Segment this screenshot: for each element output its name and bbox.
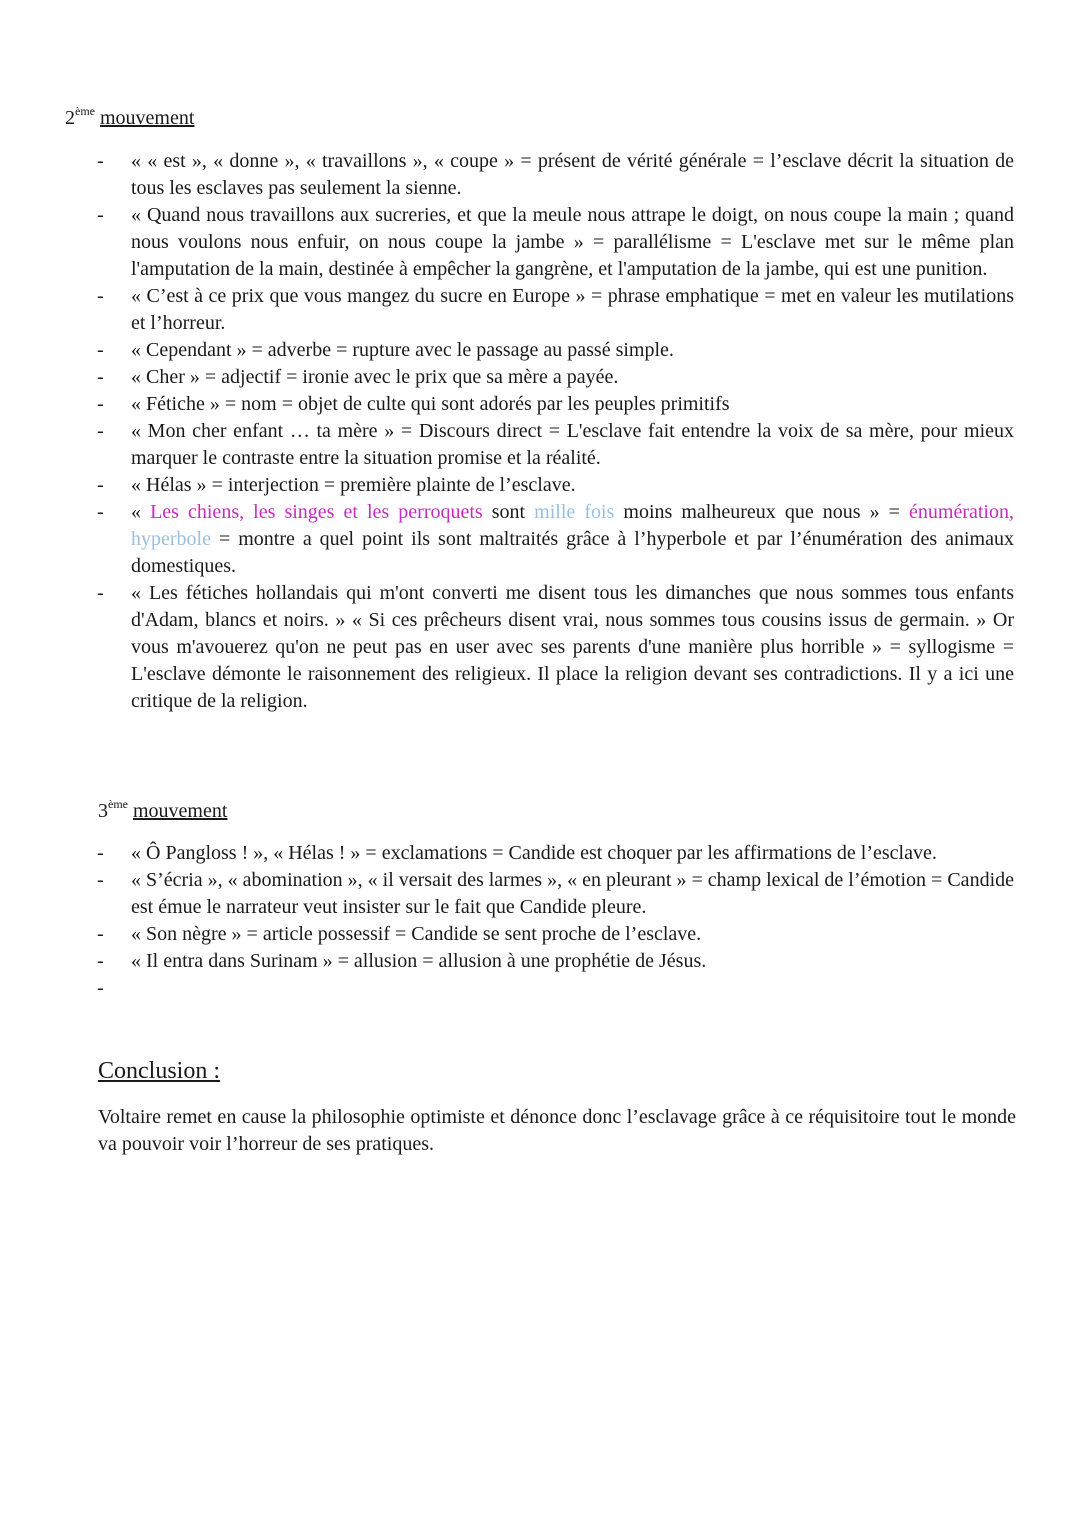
heading-superscript: ème [108, 797, 128, 811]
item-text: « Les fétiches hollandais qui m'ont converti me disent tous les dimanches que nous sommes tous enfants d'Adam, blancs et noirs. » « Si ces prêcheurs disent vrai, nous sommes tous cousins issus de germain. » Or vous m'avouerez qu'on ne peut pas en user avec ses parents d'une manière plus horrible » = syllogisme = L'esclave démonte le raisonnement des religieux. Il place la religion devant ses contradictions. Il y a ici une critique de la religion. [131, 582, 1014, 712]
text-sont: sont [482, 501, 535, 523]
section-2-heading [65, 104, 195, 130]
list-item [0, 364, 1080, 391]
highlight-mille-fois: mille fois [534, 501, 615, 523]
item-text: « Son nègre » = article possessif = Candide se sent proche de l’esclave. [131, 923, 702, 945]
item-text: « Ô Pangloss ! », « Hélas ! » = exclamations = Candide est choquer par les affirmations de l’esclave. [131, 842, 937, 864]
list-item-empty [0, 975, 1080, 1002]
list-item [0, 148, 1080, 202]
bullet-dash: - [97, 366, 104, 388]
highlight-animals: Les chiens, les singes et les perroquets [150, 501, 483, 523]
list-item [0, 418, 1080, 472]
text-rest: moins malheureux que nous » = [614, 501, 910, 523]
list-item [0, 867, 1080, 921]
item-text: « « est », « donne », « travaillons », « coupe » = présent de vérité générale = l’esclave décrit la situation de tous les esclaves pas seulement la sienne. [131, 150, 1014, 199]
list-item-highlighted [0, 499, 1080, 580]
list-item [0, 337, 1080, 364]
conclusion-text: Voltaire remet en cause la philosophie optimiste et dénonce donc l’esclavage grâce à ce réquisitoire tout le monde va pouvoir voir l’horreur de ses pratiques. [98, 1106, 1016, 1155]
bullet-dash: - [97, 204, 104, 226]
bullet-dash: - [97, 339, 104, 361]
section-3-list [0, 840, 1080, 1002]
list-item [0, 472, 1080, 499]
quote-open: « [131, 501, 151, 523]
bullet-dash: - [97, 150, 104, 172]
heading-superscript: ème [75, 104, 95, 118]
highlight-enumeration: énumération, [909, 501, 1014, 523]
bullet-dash: - [97, 842, 104, 864]
item-text: « Cependant » = adverbe = rupture avec le passage au passé simple. [131, 339, 674, 361]
conclusion-title: Conclusion : [98, 1058, 221, 1084]
heading-number: 2 [65, 107, 75, 129]
item-text: « Quand nous travaillons aux sucreries, et que la meule nous attrape le doigt, on nous coupe la main ; quand nous voulons nous enfuir, on nous coupe la jambe » = parallélisme = L'esclave met sur le même plan l'amputation de la main, destinée à empêcher la gangrène, et l'amputation de la jambe, qui est une punition. [131, 204, 1014, 280]
heading-word: mouvement [133, 800, 228, 822]
item-text: « Hélas » = interjection = première plainte de l’esclave. [131, 474, 576, 496]
list-item [0, 202, 1080, 283]
item-text: « Fétiche » = nom = objet de culte qui sont adorés par les peuples primitifs [131, 393, 730, 415]
section-3-heading [98, 797, 228, 823]
list-item [0, 840, 1080, 867]
bullet-dash: - [97, 923, 104, 945]
item-text: « S’écria », « abomination », « il versait des larmes », « en pleurant » = champ lexical de l’émotion = Candide est émue le narrateur veut insister sur le fait que Candide pleure. [131, 869, 1014, 918]
list-item [0, 948, 1080, 975]
list-item [0, 283, 1080, 337]
item-text: « Il entra dans Surinam » = allusion = allusion à une prophétie de Jésus. [131, 950, 707, 972]
bullet-dash: - [97, 285, 104, 307]
item-text: « C’est à ce prix que vous mangez du sucre en Europe » = phrase emphatique = met en valeur les mutilations et l’horreur. [131, 285, 1014, 334]
section-2-list [0, 148, 1080, 715]
bullet-dash: - [97, 582, 104, 604]
bullet-dash: - [97, 474, 104, 496]
heading-number: 3 [98, 800, 108, 822]
text-tail: = montre a quel point ils sont maltraités grâce à l’hyperbole et par l’énumération des animaux domestiques. [131, 528, 1014, 577]
highlight-hyperbole: hyperbole [131, 528, 211, 550]
item-text: « Mon cher enfant … ta mère » = Discours direct = L'esclave fait entendre la voix de sa mère, pour mieux marquer le contraste entre la situation promise et la réalité. [131, 420, 1014, 469]
bullet-dash: - [97, 393, 104, 415]
bullet-dash: - [97, 501, 104, 523]
item-text: « Cher » = adjectif = ironie avec le prix que sa mère a payée. [131, 366, 619, 388]
list-item [0, 580, 1080, 715]
bullet-dash: - [97, 950, 104, 972]
bullet-dash: - [97, 869, 104, 891]
heading-word: mouvement [100, 107, 195, 129]
list-item [0, 391, 1080, 418]
bullet-dash: - [97, 977, 104, 999]
list-item [0, 921, 1080, 948]
bullet-dash: - [97, 420, 104, 442]
